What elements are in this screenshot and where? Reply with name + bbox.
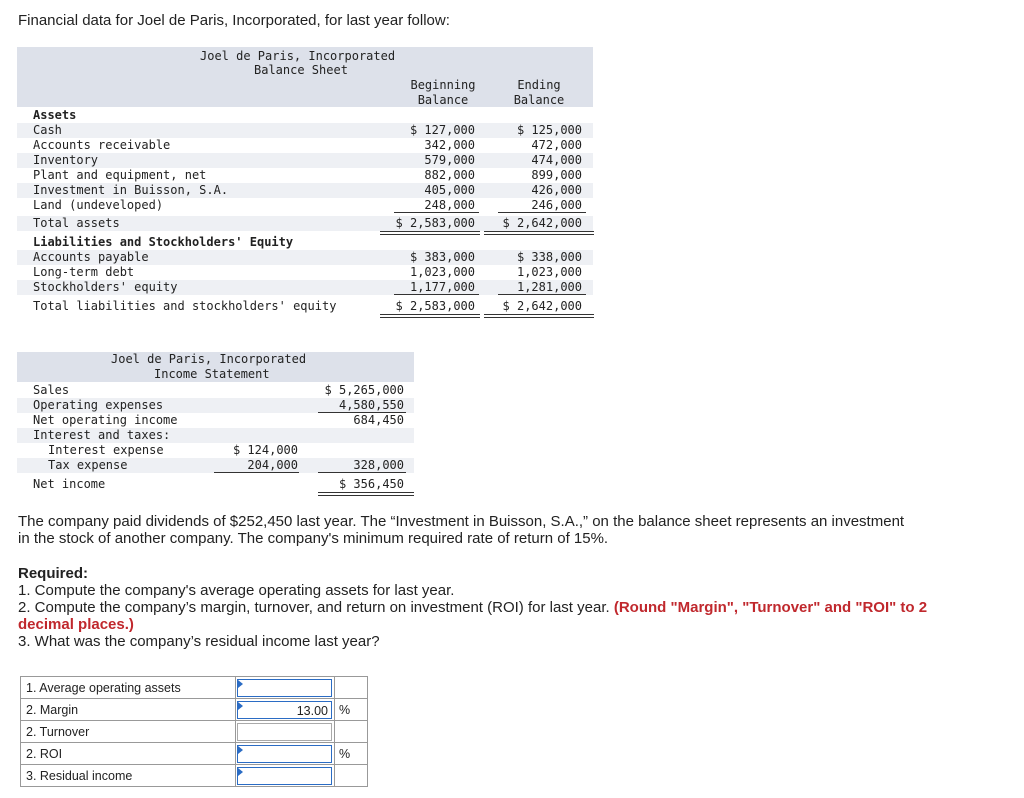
- ending-value: $ 338,000: [516, 250, 582, 264]
- beginning-value: 405,000: [424, 183, 475, 197]
- unit-label: %: [335, 699, 368, 721]
- row-value: 684,450: [353, 413, 404, 427]
- table-row: [17, 168, 593, 183]
- unit-label: [335, 721, 368, 743]
- marker-icon: [238, 768, 243, 776]
- answer-cell: [236, 699, 335, 721]
- row-label: Interest and taxes:: [33, 428, 171, 442]
- table-row: [17, 153, 593, 168]
- table-row: [17, 183, 593, 198]
- divider: [394, 294, 479, 295]
- ending-value: 246,000: [531, 198, 582, 212]
- beginning-value: 1,177,000: [409, 280, 475, 294]
- unit-label: [335, 765, 368, 787]
- row-label: Sales: [33, 383, 70, 397]
- answer-label: 2. Turnover: [21, 721, 236, 743]
- table-row: [17, 280, 593, 295]
- bs-assets-heading-row: [17, 108, 593, 123]
- rounding-note-cont: decimal places.): [18, 616, 134, 633]
- table-row: [17, 413, 414, 428]
- row-label: Net income: [33, 477, 106, 491]
- row-label: Investment in Buisson, S.A.: [33, 183, 229, 197]
- table-row: [17, 398, 414, 413]
- double-underline: [318, 492, 414, 496]
- beginning-value: $ 127,000: [409, 123, 475, 137]
- ending-value: 899,000: [531, 168, 582, 182]
- beginning-value: 882,000: [424, 168, 475, 182]
- unit-label: %: [335, 743, 368, 765]
- ending-value: 426,000: [531, 183, 582, 197]
- answer-cell: [236, 721, 335, 743]
- answer-label: 2. Margin: [21, 699, 236, 721]
- answer-row: [21, 721, 368, 743]
- beginning-value: $ 2,583,000: [395, 216, 475, 230]
- table-row: [17, 458, 414, 473]
- roi-input[interactable]: [237, 745, 332, 763]
- beginning-value: $ 383,000: [409, 250, 475, 264]
- answer-cell: [236, 743, 335, 765]
- row-label: Operating expenses: [33, 398, 164, 412]
- table-row: [17, 198, 593, 213]
- divider: [498, 294, 586, 295]
- total-liabilities-row: [17, 299, 593, 314]
- table-row: [17, 265, 593, 280]
- input-value: 13.00: [296, 703, 328, 718]
- question-1: 1. Compute the company's average operating assets for last year.: [18, 582, 455, 599]
- row-label: Plant and equipment, net: [33, 168, 207, 182]
- row-value: $ 5,265,000: [324, 383, 404, 397]
- row-label: Net operating income: [33, 413, 178, 427]
- margin-input[interactable]: [237, 701, 332, 719]
- row-label: Accounts payable: [33, 250, 149, 264]
- turnover-input[interactable]: [237, 723, 332, 741]
- question-2-text: 2. Compute the company’s margin, turnover, and return on investment (ROI) for last year.: [18, 599, 614, 616]
- intro-text: Financial data for Joel de Paris, Incorporated, for last year follow:: [18, 12, 450, 29]
- beginning-value: $ 2,583,000: [395, 299, 475, 313]
- unit-label: [335, 677, 368, 699]
- row-label: Inventory: [33, 153, 99, 167]
- dividends-paragraph: [18, 513, 904, 547]
- beginning-value: 1,023,000: [409, 265, 475, 279]
- row-label: Accounts receivable: [33, 138, 171, 152]
- table-row: [17, 383, 414, 398]
- is-title: Income Statement: [154, 367, 270, 381]
- residual-income-input[interactable]: [237, 767, 332, 785]
- bs-title: Balance Sheet: [254, 63, 348, 77]
- ending-value: 1,023,000: [516, 265, 582, 279]
- answer-row: [21, 677, 368, 699]
- beginning-value: 342,000: [424, 138, 475, 152]
- marker-icon: [238, 702, 243, 710]
- average-operating-assets-input[interactable]: [237, 679, 332, 697]
- table-row: [17, 123, 593, 138]
- row-value: $ 124,000: [232, 443, 298, 457]
- divider: [394, 212, 479, 213]
- question-2: [18, 599, 927, 616]
- divider: [318, 472, 406, 473]
- double-underline: [484, 314, 594, 318]
- answer-table: [20, 676, 368, 787]
- marker-icon: [238, 680, 243, 688]
- beginning-value: 248,000: [424, 198, 475, 212]
- rounding-note: (Round "Margin", "Turnover" and "ROI" to 2: [613, 599, 928, 616]
- ending-value: 1,281,000: [516, 280, 582, 294]
- bs-col1-head2: Balance: [417, 93, 469, 107]
- row-label: Cash: [33, 123, 62, 137]
- row-label: Total assets: [33, 216, 120, 230]
- liabilities-heading: Liabilities and Stockholders' Equity: [33, 235, 294, 249]
- table-row: [17, 477, 414, 492]
- row-value: $ 356,450: [338, 477, 404, 491]
- double-underline: [380, 314, 480, 318]
- answer-row: [21, 699, 368, 721]
- ending-value: $ 125,000: [516, 123, 582, 137]
- row-label: Long-term debt: [33, 265, 135, 279]
- divider: [498, 212, 586, 213]
- answer-label: 3. Residual income: [21, 765, 236, 787]
- required-section: [18, 565, 927, 650]
- beginning-value: 579,000: [424, 153, 475, 167]
- answer-label: 2. ROI: [21, 743, 236, 765]
- question-3: 3. What was the company’s residual income last year?: [18, 633, 380, 650]
- row-label: Tax expense: [48, 458, 128, 472]
- row-label: Stockholders' equity: [33, 280, 178, 294]
- ending-value: 472,000: [531, 138, 582, 152]
- answer-cell: [236, 765, 335, 787]
- bs-company: Joel de Paris, Incorporated: [200, 49, 396, 63]
- table-row: [17, 250, 593, 265]
- balance-sheet-header: [17, 47, 593, 107]
- total-assets-row: [17, 216, 593, 231]
- is-company: Joel de Paris, Incorporated: [111, 352, 307, 366]
- bs-col2-head1: Ending: [517, 78, 561, 92]
- ending-value: $ 2,642,000: [502, 299, 582, 313]
- bs-col1-head1: Beginning: [410, 78, 476, 92]
- paragraph-line: in the stock of another company. The company's minimum required rate of return of 15%.: [18, 530, 609, 547]
- income-statement-header: [17, 352, 414, 382]
- table-row: [17, 138, 593, 153]
- row-label: Land (undeveloped): [33, 198, 164, 212]
- bs-col2-head2: Balance: [513, 93, 565, 107]
- row-value: 4,580,550: [338, 398, 404, 412]
- table-row: [17, 443, 414, 458]
- answer-row: [21, 743, 368, 765]
- ending-value: $ 2,642,000: [502, 216, 582, 230]
- row-total: 328,000: [353, 458, 404, 472]
- assets-heading: Assets: [33, 108, 77, 122]
- required-heading: Required:: [18, 565, 89, 582]
- row-label: Interest expense: [48, 443, 164, 457]
- ending-value: 474,000: [531, 153, 582, 167]
- row-value: 204,000: [247, 458, 298, 472]
- answer-label: 1. Average operating assets: [21, 677, 236, 699]
- row-label: Total liabilities and stockholders' equity: [33, 299, 337, 313]
- liabilities-heading-row: [17, 235, 593, 250]
- answer-cell: [236, 677, 335, 699]
- marker-icon: [238, 746, 243, 754]
- answer-row: [21, 765, 368, 787]
- divider: [214, 472, 299, 473]
- paragraph-line: The company paid dividends of $252,450 last year. The “Investment in Buisson, S.A.,” on the balance sheet represents an investment: [18, 513, 905, 530]
- table-row: [17, 428, 414, 443]
